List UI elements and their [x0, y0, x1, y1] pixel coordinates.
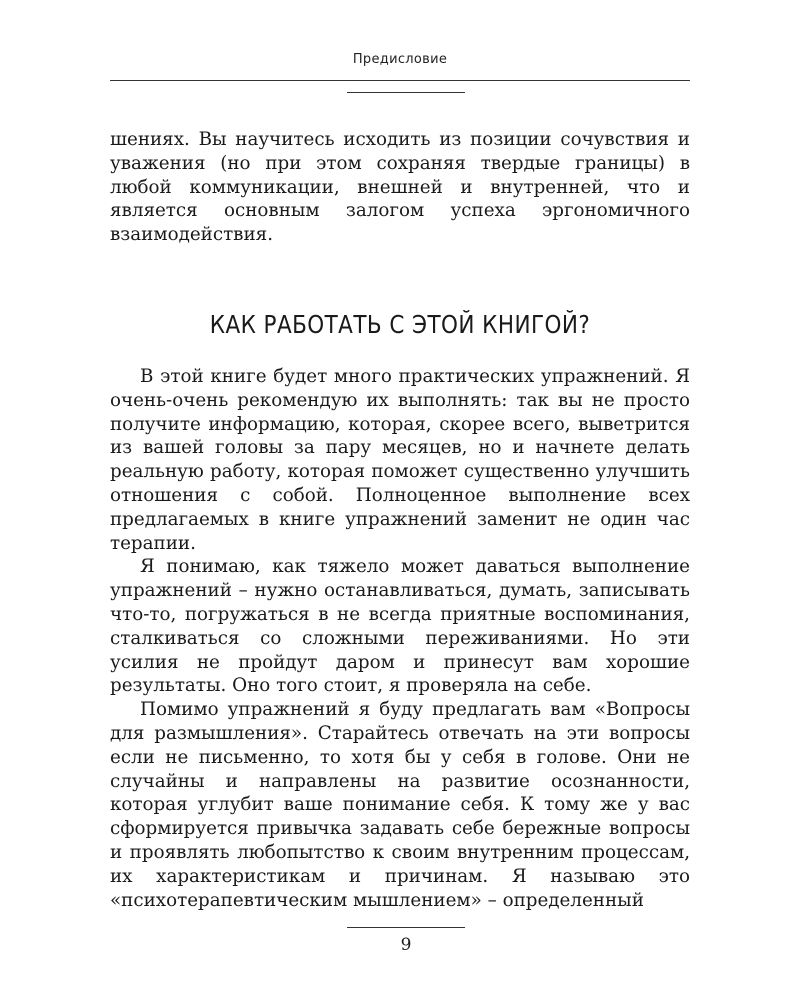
section-paragraph: Я понимаю, как тяжело может даваться выполнение упражнений – нужно останавливаться, думать, записывать что-то, погружаться в не всегда приятные воспоминания, сталкиваться со сложными переживаниями. Но эти усилия не пройдут даром и принесут вам хорошие результаты. Оно того стоит, я проверяла на себе. — [110, 556, 690, 697]
header-rule — [110, 80, 690, 81]
section-body — [110, 365, 690, 912]
footer-rule — [347, 927, 465, 928]
section-paragraph: В этой книге будет много практических упражнений. Я очень-очень рекомендую их выполнять: так вы не просто получите информацию, которая, скорее всего, выветрится из вашей головы за пару месяцев, но и начнете делать реальную работу, которая поможет существенно улучшить отношения с собой. Полноценное выполнение всех предлагаемых в книге упражнений заменит не один час терапии. — [110, 366, 690, 554]
section-paragraph: Помимо упражнений я буду предлагать вам «Вопросы для размышления». Старайтесь отвечать на эти вопросы если не письменно, то хотя бы у себя в голове. Они не случайны и направлены на развитие осознанности, которая углубит ваше понимание себя. К тому же у вас сформируется привычка задавать себе бережные вопросы и проявлять любопытство к своим внутренним процессам, их характеристикам и причинам. Я называю это «психотерапевтическим мышлением» – определенный — [110, 699, 690, 911]
intro-text-block — [110, 128, 690, 247]
page-number: 9 — [400, 935, 412, 955]
header-short-rule — [347, 92, 465, 93]
intro-paragraph: шениях. Вы научитесь исходить из позиции сочувствия и уважения (но при этом сохраняя твердые границы) в любой коммуникации, внешней и внутренней, что и является основным залогом успеха эргономичного взаимодействия. — [110, 129, 690, 246]
section-title: КАК РАБОТАТЬ С ЭТОЙ КНИГОЙ? — [209, 310, 591, 339]
running-header: Предисловие — [352, 52, 448, 67]
